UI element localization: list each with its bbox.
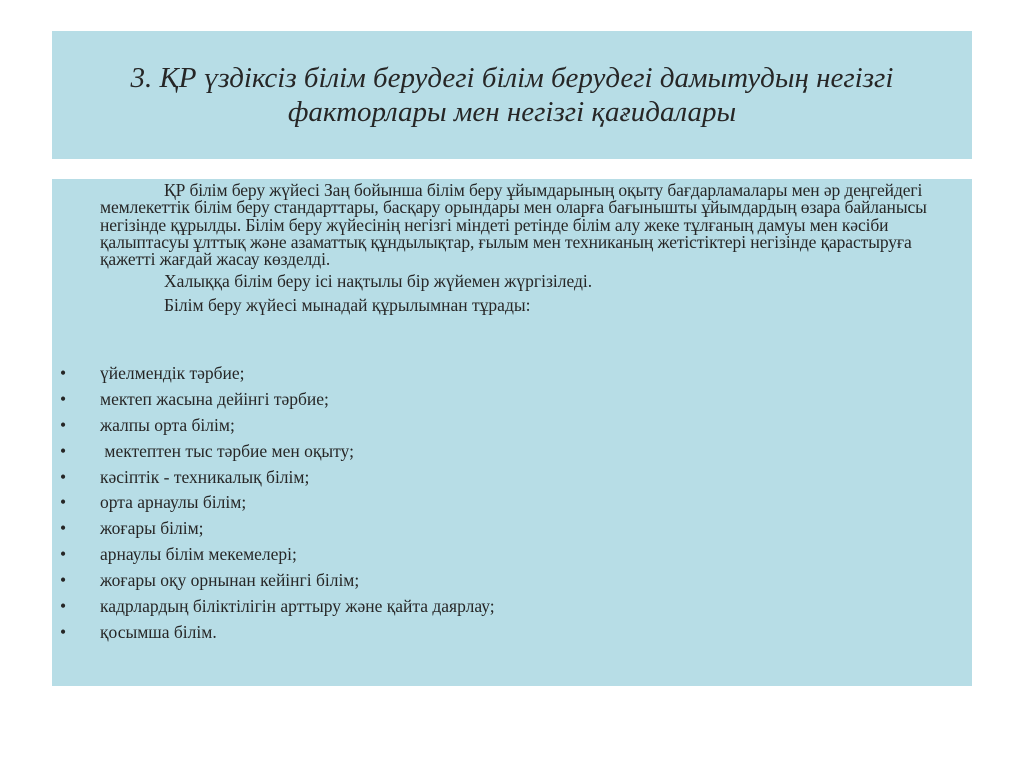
list-item	[60, 387, 940, 413]
bullet-icon: •	[60, 596, 67, 617]
list-item-text: қосымша білім.	[100, 621, 217, 642]
list-item	[60, 542, 940, 568]
bullet-icon: •	[60, 440, 67, 461]
title-line-2: факторлары мен негізгі қағидалары	[287, 96, 737, 128]
system-line: Халыққа білім беру ісі нақтылы бір жүйемен жүргізіледі.	[164, 271, 593, 292]
list-item-text: мектеп жасына дейінгі тәрбие;	[100, 388, 329, 409]
list-item-text: үйелмендік тәрбие;	[100, 363, 245, 383]
list-item	[60, 594, 940, 620]
list-item-text: арнаулы білім мекемелері;	[100, 544, 297, 565]
bullet-icon: •	[60, 388, 67, 409]
list-item	[60, 465, 940, 491]
list-item	[60, 413, 940, 439]
list-item	[60, 361, 940, 387]
bullet-icon: •	[60, 570, 67, 591]
list-item-text: жоғары білім;	[100, 518, 204, 539]
title-line-1: 3. ҚР үздіксіз білім берудегі білім берудегі дамытудың негізгі	[130, 62, 894, 94]
bullet-icon: •	[60, 544, 67, 565]
list-item	[60, 620, 940, 646]
list-item-text: жоғары оқу орнынан кейінгі білім;	[100, 570, 360, 591]
bullet-icon: •	[60, 492, 67, 513]
intro-paragraph: ҚР білім беру жүйесі Заң бойынша білім беру ұйымдарының оқыту бағдарламалары мен әр деңгейдегі мемлекеттік білім беру стандарттары, басқару орындары мен оларға бағынышты ұйымдардың өзара байланысы негізінде құрылды. Білім беру жүйесінің негізгі міндеті ретінде білім алу жеке тұлғаның дамуы мен кәсіби қалыптасуы ұлттық және азаматтық құндылықтар, ғылым мен техниканың жетістіктері негізінде қарастыруға қажетті жағдай жасау көзделді.	[100, 180, 927, 270]
structure-line: Білім беру жүйесі мынадай құрылымнан тұрады:	[164, 295, 531, 316]
list-item-text: кәсіптік - техникалық білім;	[100, 466, 310, 487]
bullet-icon: •	[60, 466, 67, 487]
list-item-text: мектептен тыс тәрбие мен оқыту;	[100, 440, 354, 461]
list-item-text: кадрлардың біліктілігін арттыру және қайта даярлау;	[100, 596, 495, 617]
structure-list	[60, 361, 940, 646]
slide-title	[131, 61, 894, 129]
bullet-icon: •	[60, 363, 67, 383]
list-item	[60, 516, 940, 542]
bullet-icon: •	[60, 621, 67, 642]
list-item	[60, 490, 940, 516]
list-item-text: жалпы орта білім;	[100, 414, 235, 435]
list-item	[60, 568, 940, 594]
content-text	[100, 182, 950, 316]
list-item-text: орта арнаулы білім;	[100, 492, 247, 513]
bullet-icon: •	[60, 518, 67, 539]
title-box	[52, 31, 972, 159]
bullet-icon: •	[60, 414, 67, 435]
list-item	[60, 439, 940, 465]
